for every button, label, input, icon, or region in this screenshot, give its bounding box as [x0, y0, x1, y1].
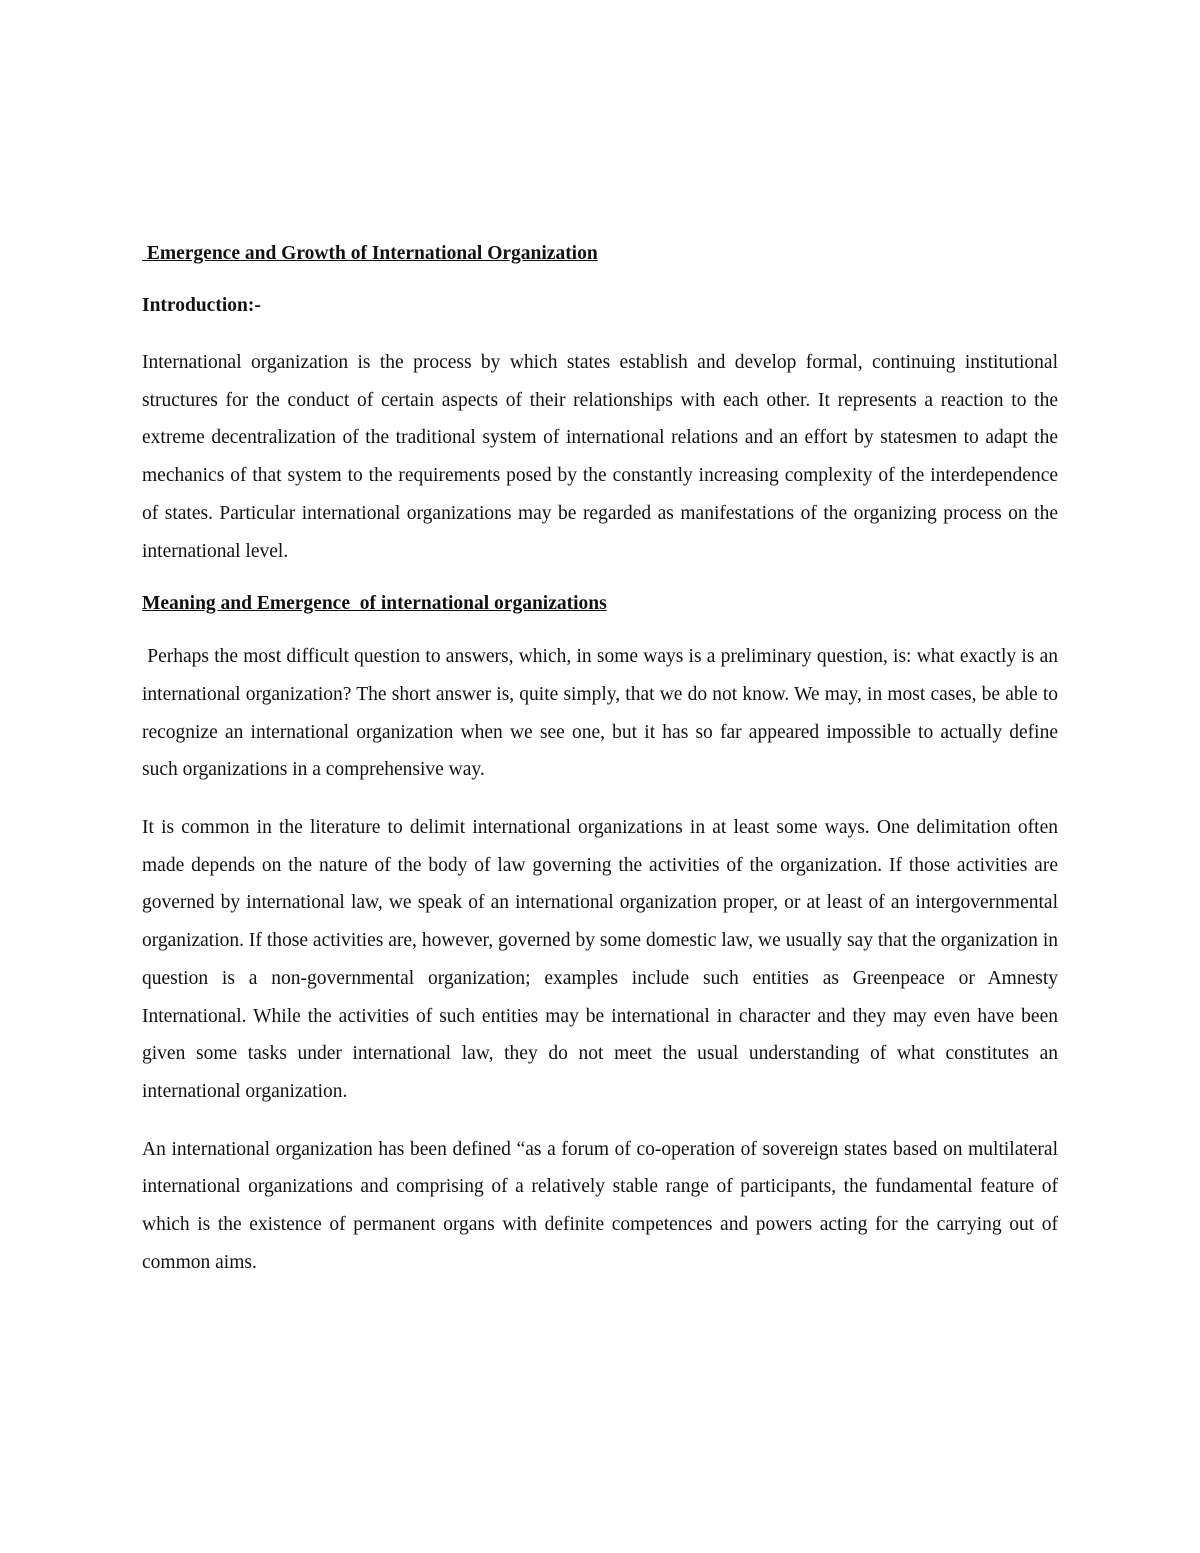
- intro-label: Introduction:-: [142, 295, 261, 316]
- document-page: [142, 240, 1063, 1281]
- body-paragraph-1: Perhaps the most difficult question to answers, which, in some ways is a preliminary question, is: what exactly is an international organization? The short answer is, quite simply, that we do not know. We may, in most cases, be able to recognize an international organization when we see one, but it has so far appeared impossible to actually define such organizations in a comprehensive way.: [142, 646, 1063, 781]
- body-paragraph-2: It is common in the literature to delimit international organizations in at least some ways. One delimitation often made depends on the nature of the body of law governing the activities of the organization. If those activities are governed by international law, we speak of an international organization proper, or at least of an intergovernmental organization. If those activities are, however, governed by some domestic law, we usually say that the organization in question is a non-governmental organization; examples include such entities as Greenpeace or Amnesty International. While the activities of such entities may be international in character and they may even have been given some tasks under international law, they do not meet the usual understanding of what constitutes an international organization.: [142, 817, 1058, 1102]
- body-paragraph-3: An international organization has been defined “as a forum of co-operation of sovereign states based on multilateral international organizations and comprising of a relatively stable range of participants, the fundamental feature of which is the existence of permanent organs with definite competences and powers acting for the carrying out of common aims.: [142, 1138, 1058, 1273]
- intro-paragraph: International organization is the process by which states establish and develop formal, continuing institutional structures for the conduct of certain aspects of their relationships with each other. It represents a reaction to the extreme decentralization of the traditional system of international relations and an effort by statesmen to adapt the mechanics of that system to the requirements posed by the constantly increasing complexity of the interdependence of states. Particular international organizations may be regarded as manifestations of the organizing process on the international level.: [142, 352, 1058, 562]
- section-heading: Meaning and Emergence of international organizations: [142, 593, 607, 615]
- document-title: Emergence and Growth of International Organization: [142, 243, 598, 264]
